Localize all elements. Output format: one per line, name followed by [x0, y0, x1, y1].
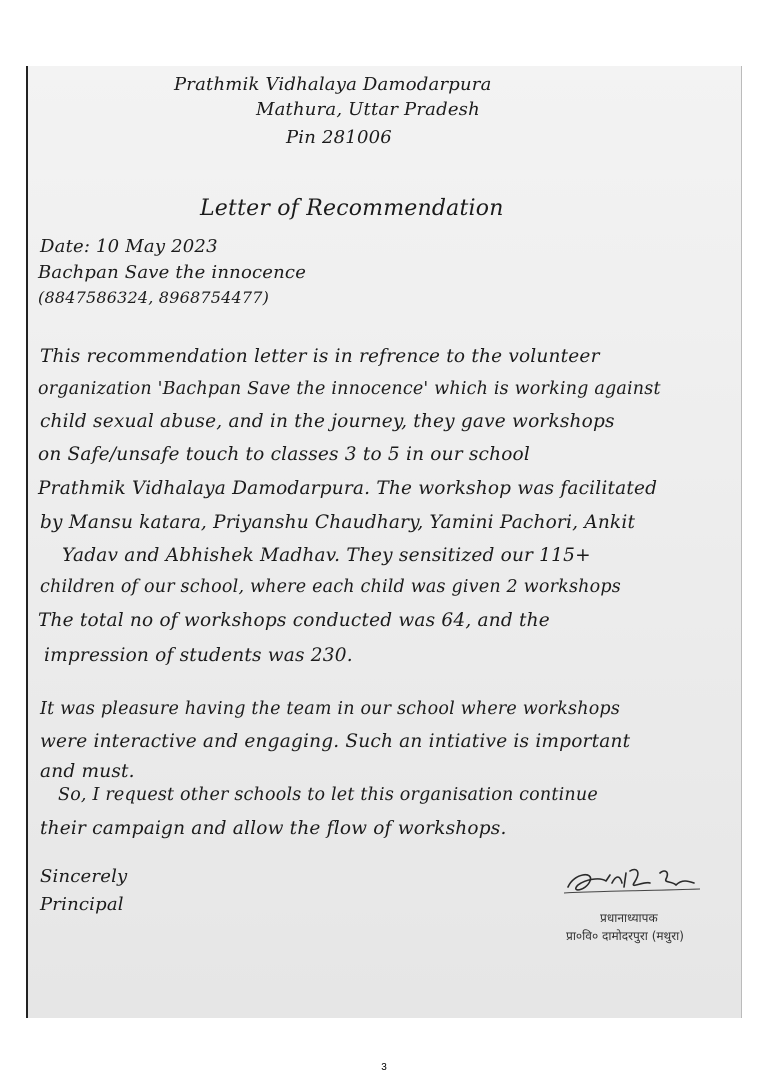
page-number: 3 — [381, 1062, 387, 1073]
body-line: organization 'Bachpan Save the innocence' which is working against — [38, 379, 661, 399]
closing-role: Principal — [40, 894, 124, 915]
body-line: Prathmik Vidhalaya Damodarpura. The workshop was facilitated — [38, 478, 658, 499]
letter-sheet — [26, 66, 742, 1018]
body-line: So, I request other schools to let this organisation continue — [58, 785, 598, 805]
body-line: impression of students was 230. — [44, 645, 353, 666]
body-line: on Safe/unsafe touch to classes 3 to 5 in our school — [38, 444, 531, 465]
recipient-phones: (8847586324, 8968754477) — [38, 288, 270, 307]
body-line: and must. — [40, 761, 135, 782]
body-line: their campaign and allow the flow of workshops. — [40, 818, 507, 839]
closing-sincerely: Sincerely — [40, 866, 128, 887]
principal-signature — [560, 861, 710, 901]
body-line: child sexual abuse, and in the journey, they gave workshops — [40, 411, 615, 432]
stamp-school: प्रा०वि० दामोदरपुरा (मथुरा) — [566, 929, 684, 943]
school-pin: Pin 281006 — [286, 127, 392, 148]
recipient-organization: Bachpan Save the innocence — [38, 262, 307, 283]
body-line: children of our school, where each child was given 2 workshops — [40, 577, 621, 597]
body-line: It was pleasure having the team in our school where workshops — [40, 699, 621, 719]
school-location: Mathura, Uttar Pradesh — [256, 99, 480, 120]
body-line: This recommendation letter is in refrence to the volunteer — [40, 346, 600, 367]
letter-title: Letter of Recommendation — [200, 196, 504, 221]
school-name: Prathmik Vidhalaya Damodarpura — [174, 74, 492, 95]
stamp-designation: प्रधानाध्यापक — [600, 911, 658, 925]
body-line: were interactive and engaging. Such an intiative is important — [40, 731, 631, 752]
letter-date: Date: 10 May 2023 — [40, 236, 218, 257]
body-line: by Mansu katara, Priyanshu Chaudhary, Yamini Pachori, Ankit — [40, 512, 636, 533]
body-line: The total no of workshops conducted was 64, and the — [38, 610, 550, 631]
body-line: Yadav and Abhishek Madhav. They sensitized our 115+ — [62, 545, 591, 566]
